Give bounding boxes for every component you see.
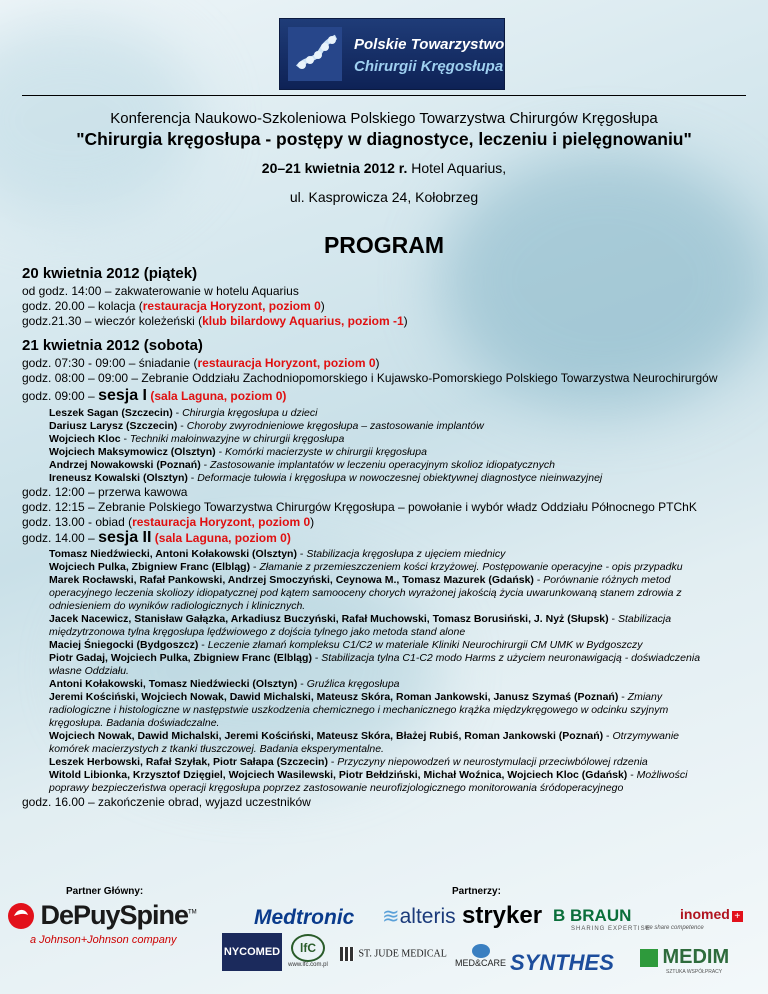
depuy-swirl-icon: [6, 901, 36, 931]
inomed-logo: inomed +: [680, 906, 743, 924]
conference-intro: Konferencja Naukowo-Szkoleniowa Polskiego Towarzystwa Chirurgów Kręgosłupa: [110, 110, 658, 127]
session1-talks: [22, 407, 752, 485]
depuy-spine-logo: DePuySpine™: [6, 900, 197, 931]
talk-line: Witold Libionka, Krzysztof Dzięgiel, Wojciech Wasilewski, Piotr Bełdziński, Michał Woźnica, Wojciech Kloc (Gdańsk) - Możliwości: [49, 769, 688, 781]
session2-talks: [22, 548, 752, 795]
talk-line: Leszek Sagan (Szczecin) - Chirurgia kręgosłupa u dzieci: [49, 407, 318, 419]
stryker-logo: stryker: [462, 902, 543, 929]
talk-line: Piotr Gadaj, Wojciech Pulka, Zbigniew Franc (Elbląg) - Stabilizacja tylna C1-C2 modo Harms z użyciem neuronawigacją - doświadczenia: [49, 652, 701, 664]
alteris-logo: ≋alteris: [382, 905, 456, 928]
medcare-logo: MED&CARE: [455, 944, 506, 968]
bbraun-logo: B BRAUN SHARING EXPERTISE: [553, 906, 651, 932]
day1-item: godz.21.30 – wieczór koleżeński (klub bilardowy Aquarius, poziom -1): [22, 314, 408, 328]
session2-heading: godz. 14.00 – sesja II (sala Laguna, poziom 0): [22, 529, 291, 546]
medcare-icon: [472, 944, 490, 958]
talk-line: Wojciech Kloc - Techniki małoinwazyjne w chirurgii kręgosłupa: [49, 433, 345, 445]
talk-line: Ireneusz Kowalski (Olsztyn) - Deformacje tułowia i kręgosłupa w nowoczesnej obiektywnej diagnostyce nieinwazyjnej: [49, 472, 603, 484]
conference-date: [0, 160, 768, 176]
talk-line: Tomasz Niedźwiecki, Antoni Kołakowski (Olsztyn) - Stabilizacja kręgosłupa z ujęciem miednicy: [49, 548, 506, 560]
session1-heading: godz. 09:00 – sesja I (sala Laguna, poziom 0): [22, 387, 287, 404]
medim-icon: [640, 949, 658, 967]
talk-line: Leszek Herbowski, Rafał Szyłak, Piotr Sałapa (Szczecin) - Przyczyny niepowodzeń w neurostymulacji przeciwbólowej rdzenia: [49, 756, 648, 768]
day1-item: godz. 20.00 – kolacja (restauracja Horyzont, poziom 0): [22, 299, 325, 313]
day2-item: godz. 08:00 – 09:00 – Zebranie Oddziału Zachodniopomorskiego i Kujawsko-Pomorskiego Polskiego Towarzystwa Neurochirurgów: [22, 371, 718, 385]
spine-logo-icon: [288, 27, 342, 81]
ptchk-logo: [279, 18, 505, 90]
talk-line: własne Oddziału.: [49, 665, 129, 677]
logo-line1: Polskie Towarzystwo: [354, 36, 505, 53]
talk-line: Marek Rocławski, Rafał Pankowski, Andrzej Smoczyński, Ceynowa M., Tomasz Mazurek (Gdańsk) - Porównanie różnych metod: [49, 574, 671, 586]
talk-line: Andrzej Nowakowski (Poznań) - Zastosowanie implantatów w leczeniu operacyjnym skolioz idiopatycznych: [49, 459, 555, 471]
medim-logo: MEDIM SZTUKA WSPÓŁPRACY: [640, 946, 729, 975]
day2-item: godz. 12:15 – Zebranie Polskiego Towarzystwa Chirurgów Kręgosłupa – powołanie i wybór władz Oddziału Północnego PTChK: [22, 500, 697, 514]
header-divider: [22, 95, 746, 96]
talk-line: Maciej Śniegocki (Bydgoszcz) - Leczenie złamań kompleksu C1/C2 w materiale Kliniki Neurochirurgii CM UMK w Bydgoszczy: [49, 639, 643, 651]
day2-item: godz. 07:30 - 09:00 – śniadanie (restauracja Horyzont, poziom 0): [22, 356, 380, 370]
talk-line: Wojciech Nowak, Dawid Michalski, Jeremi Kościński, Mateusz Skóra, Błażej Rubiś, Roman Jankowski (Poznań) - Otrzymywanie: [49, 730, 679, 742]
program-heading: PROGRAM: [323, 232, 445, 258]
day2-item: godz. 12:00 – przerwa kawowa: [22, 485, 188, 499]
talk-line: Wojciech Pulka, Zbigniew Franc (Elbląg) - Złamanie z przemieszczeniem kości krzyżowej. Postępowanie operacyjne - opis przypadku: [49, 561, 683, 573]
talk-line: radiologiczne i histologiczne w następstwie uszkodzenia chemicznego i mechanicznego krążka międzykręgowego w odcinku szyjnym: [49, 704, 669, 716]
conference-address: ul. Kasprowicza 24, Kołobrzeg: [289, 189, 479, 205]
day1-item: od godz. 14:00 – zakwaterowanie w hotelu Aquarius: [22, 284, 299, 298]
partners-label: Partnerzy:: [452, 886, 501, 897]
day1-heading: 20 kwietnia 2012 (piątek): [22, 265, 198, 282]
st-jude-medical-logo: ST. JUDE MEDICAL: [340, 945, 447, 963]
logo-line2: Chirurgii Kręgosłupa: [354, 58, 504, 75]
date-bold: 20–21 kwietnia 2012 r.: [261, 160, 408, 176]
talk-line: kręgosłupa. Badania doświadczalne.: [49, 717, 220, 729]
talk-line: poprawy bezpieczeństwa operacji kręgosłupa poprzez zastosowanie neurofizjologicznego monitorowania śródoperacyjnego: [49, 782, 624, 794]
talk-line: Wojciech Maksymowicz (Olsztyn) - Komórki macierzyste w chirurgii kręgosłupa: [49, 446, 427, 458]
talk-line: operacyjnego leczenia skoliozy idiopatycznej pod kątem samooceny chorych wyrażonej jakością życia uwarunkowaną stanem zdrowia z: [49, 587, 682, 599]
lfc-logo: lfC www.lfc.com.pl: [286, 934, 330, 968]
venue: Hotel Aquarius,: [407, 160, 507, 176]
medtronic-logo: Medtronic: [254, 906, 355, 929]
talk-line: Jacek Nacewicz, Stanisław Gałązka, Arkadiusz Buczyński, Rafał Muchowski, Tomasz Borusiński, J. Nyż (Słupsk) - Stabilizacja: [49, 613, 672, 625]
talk-line: Dariusz Larysz (Szczecin) - Choroby zwyrodnieniowe kręgosłupa – zastosowanie implantów: [49, 420, 484, 432]
program-body: [22, 265, 752, 810]
inomed-tagline: we share competence: [645, 925, 704, 931]
johnson-johnson-tagline: a Johnson+Johnson company: [30, 934, 177, 946]
talk-line: odniesieniem do wyników radiologicznych i klinicznych.: [49, 600, 306, 612]
talk-line: międzytrzonowa tylna kręgosłupa lędźwiowego z dojścia tylnego jako metoda stand alone: [49, 626, 466, 638]
talk-line: komórek macierzystych z tkanki tłuszczowej. Badania eksperymentalne.: [49, 743, 384, 755]
program-end: godz. 16.00 – zakończenie obrad, wyjazd uczestników: [22, 795, 311, 809]
alteris-icon: ≋: [382, 905, 400, 928]
talk-line: Jeremi Kościński, Wojciech Nowak, Dawid Michalski, Mateusz Skóra, Roman Jankowski, Janusz Szymaś (Poznań) - Zmiany: [49, 691, 663, 703]
day2-heading: 21 kwietnia 2012 (sobota): [22, 337, 203, 354]
inomed-plus-icon: +: [732, 911, 743, 922]
st-jude-grid-icon: [340, 947, 354, 961]
synthes-logo: SYNTHES: [510, 950, 614, 975]
main-partner-label: Partner Główny:: [66, 886, 144, 897]
conference-title: "Chirurgia kręgosłupa - postępy w diagnostyce, leczeniu i pielęgnowaniu": [76, 129, 692, 149]
nycomed-logo: NYCOMED: [222, 933, 282, 971]
talk-line: Antoni Kołakowski, Tomasz Niedźwiecki (Olsztyn) - Gruźlica kręgosłupa: [49, 678, 400, 690]
day2-item: godz. 13.00 - obiad (restauracja Horyzont, poziom 0): [22, 515, 315, 529]
